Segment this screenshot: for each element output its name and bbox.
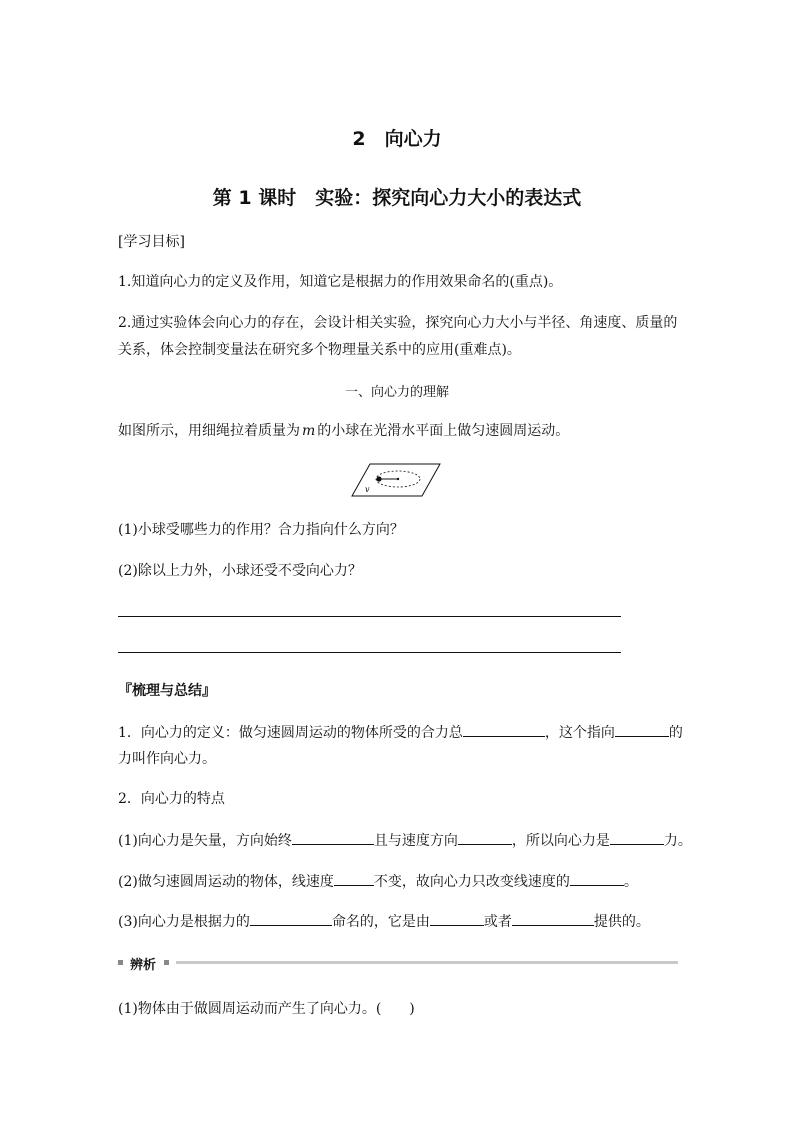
center-point — [397, 478, 399, 480]
lesson-subtitle: 第 1 课时 实验：探究向心力大小的表达式 — [212, 187, 582, 209]
summary-text: ，所以向心力是 — [511, 833, 610, 849]
answer-line-1 — [118, 616, 621, 617]
summary-heading: 『梳理与总结』 — [118, 683, 216, 699]
fill-blank[interactable] — [463, 722, 545, 737]
velocity-label: v — [365, 485, 370, 494]
question-2: (2)除以上力外，小球还受不受向心力？ — [118, 563, 362, 579]
fill-blank[interactable] — [430, 911, 484, 926]
fill-blank[interactable] — [292, 830, 374, 845]
bianxi-divider — [118, 955, 678, 971]
objective-item-1: 1.知道向心力的定义及作用，知道它是根据力的作用效果命名的(重点)。 — [118, 274, 563, 290]
fill-blank[interactable] — [610, 830, 664, 845]
objective-item-2-line-1: 2.通过实验体会向心力的存在，会设计相关实验，探究向心力大小与半径、角速度、质量的 — [118, 315, 678, 331]
bianxi-item-1: (1)物体由于做圆周运动而产生了向心力。( ) — [118, 1001, 415, 1017]
bianxi-label: 辨析 — [130, 958, 157, 973]
divider-line — [176, 961, 678, 964]
summary-text: (3)向心力是根据力的 — [118, 914, 250, 930]
summary-item-1-continued: 力叫作向心力。 — [118, 751, 216, 767]
summary-text: 1．向心力的定义：做匀速圆周运动的物体所受的合力总 — [118, 725, 463, 741]
page-title: 2 向心力 — [352, 128, 442, 150]
summary-item-2-1 — [118, 830, 692, 851]
section-intro — [118, 421, 569, 441]
summary-item-1 — [118, 722, 683, 743]
fill-blank[interactable] — [615, 722, 669, 737]
section-heading: 一、向心力的理解 — [344, 385, 449, 400]
intro-text-after: 的小球在光滑水平面上做匀速圆周运动。 — [317, 423, 570, 439]
summary-text: 且与速度方向 — [373, 833, 458, 849]
summary-text: 提供的。 — [593, 914, 650, 930]
circular-motion-figure — [350, 462, 444, 498]
fill-blank[interactable] — [458, 830, 512, 845]
summary-text: (2)做匀速圆周运动的物体，线速度 — [118, 874, 334, 890]
summary-text: 不变，故向心力只改变线速度的 — [373, 874, 570, 890]
summary-text: 的 — [668, 725, 683, 741]
summary-text: 命名的，它是由 — [331, 914, 430, 930]
objectives-heading: [学习目标] — [118, 234, 185, 250]
summary-text: (1)向心力是矢量，方向始终 — [118, 833, 292, 849]
square-bullet-icon — [118, 960, 123, 965]
objective-item-2-line-2: 关系，体会控制变量法在研究多个物理量关系中的应用(重难点)。 — [118, 342, 521, 358]
square-bullet-icon — [164, 960, 169, 965]
summary-text: 或者 — [483, 914, 512, 930]
fill-blank[interactable] — [334, 871, 374, 886]
fill-blank[interactable] — [250, 911, 332, 926]
summary-text: 力。 — [663, 833, 692, 849]
summary-item-2-3 — [118, 911, 650, 932]
ball — [376, 476, 381, 481]
fill-blank[interactable] — [570, 871, 624, 886]
answer-line-2 — [118, 652, 621, 653]
fill-blank[interactable] — [512, 911, 594, 926]
summary-text: 。 — [623, 874, 638, 890]
summary-item-2: 2．向心力的特点 — [118, 791, 225, 807]
summary-text: ，这个指向 — [544, 725, 615, 741]
summary-item-2-2 — [118, 871, 638, 892]
intro-text-before: 如图所示，用细绳拉着质量为 — [118, 423, 300, 439]
question-1: (1)小球受哪些力的作用？合力指向什么方向？ — [118, 522, 404, 538]
mass-variable: m — [302, 423, 316, 439]
